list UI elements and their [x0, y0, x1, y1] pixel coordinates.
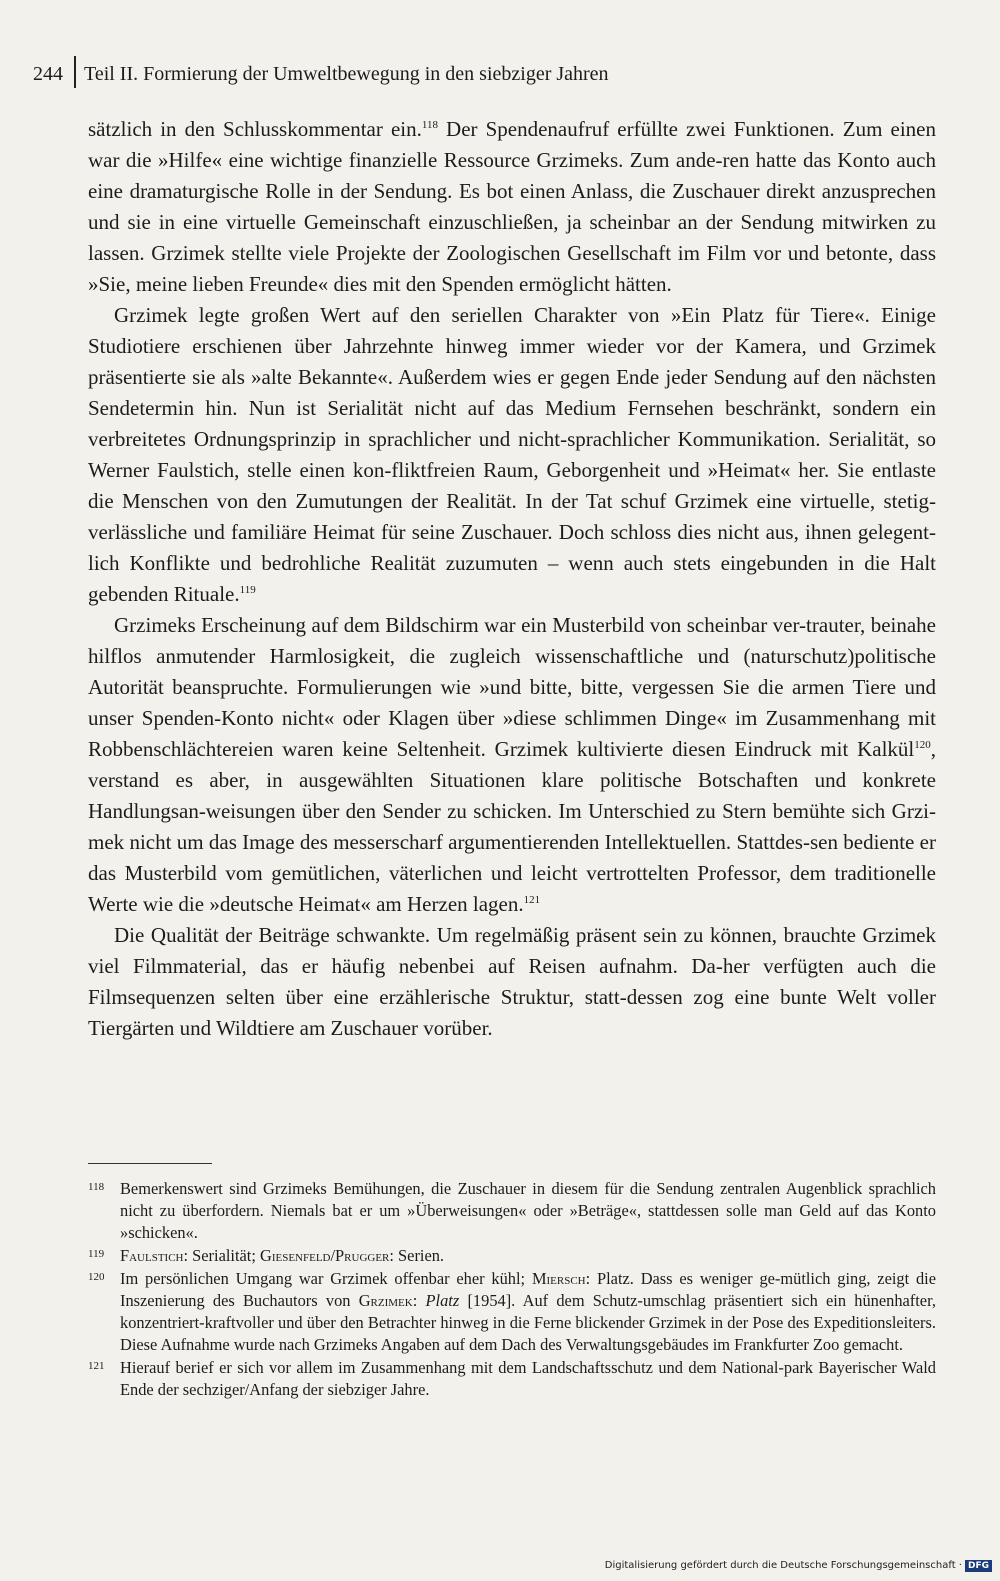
footnote — [88, 1178, 936, 1244]
author-name: Faulstich — [120, 1246, 184, 1265]
text-run: : Serialität; — [183, 1246, 260, 1265]
text-run: Hierauf berief er sich vor allem im Zusammenhang mit dem Landschaftsschutz und dem National-park Bayerischer Wald Ende der sechziger/Anfang der siebziger Jahre. — [120, 1358, 936, 1399]
footnote-number: 120 — [88, 1271, 105, 1283]
paragraph — [88, 610, 936, 920]
footnote-ref: 119 — [239, 584, 256, 596]
text-run: : Serien. — [389, 1246, 445, 1265]
dfg-logo: DFG — [965, 1560, 992, 1572]
author-name: Grzimek — [358, 1291, 413, 1310]
author-name: Miersch — [531, 1269, 586, 1288]
text-run: : Platz. Dass es weniger ge-mütlich ging, zeigt die Inszenierung des Buchautors von — [120, 1269, 936, 1310]
paragraph — [88, 300, 936, 610]
footer-text: Digitalisierung gefördert durch die Deutsche Forschungsgemeinschaft · — [604, 1560, 962, 1571]
paragraph — [88, 920, 936, 1044]
page-number: 244 — [33, 63, 63, 85]
footnote — [88, 1268, 936, 1356]
body-text — [88, 114, 936, 1044]
footnote — [88, 1357, 936, 1401]
text-run: Der Spendenaufruf erfüllte zwei Funktionen. Zum einen war die »Hilfe« eine wichtige finanzielle Ressource Grzimeks. Zum ande-ren hatte das Konto auch eine dramaturgische Rolle in der Sendung. Es bot einen Anlass, die Zuschauer direkt anzusprechen und sie in eine virtuelle Gemeinschaft einzuschließen, ja scheinbar an der Sendung mitwirken zu lassen. Grzimek stellte viele Projekte der Zoologischen Gesellschaft im Film vor und betonte, dass »Sie, meine lieben Freunde« dies mit den Spenden ermöglicht hätten. — [88, 117, 936, 296]
paragraph — [88, 114, 936, 300]
footnote-number: 121 — [88, 1360, 105, 1372]
footnote-number: 119 — [88, 1248, 105, 1260]
text-run: Grzimeks Erscheinung auf dem Bildschirm war ein Musterbild von scheinbar ver-trauter, beinahe hilflos anmutender Harmlosigkeit, die zugleich wissenschaftliche und (naturschutz)politische Autorität beanspruchte. Formulierungen wie »und bitte, bitte, vergessen Sie die armen Tiere und unser Spenden-Konto nicht« oder Klagen über »diese schlimmen Dinge« im Zusammenhang mit Robbenschlächtereien waren keine Seltenheit. Grzimek kultivierte diesen Eindruck mit Kalkül — [88, 613, 936, 761]
footnote-ref: 118 — [421, 119, 438, 131]
text-run: , verstand es aber, in ausgewählten Situationen klare politische Botschaften und konkrete Handlungsan-weisungen über den Sender zu schicken. Im Unterschied zu Stern bemühte sich Grzi-mek nicht um das Image des messerscharf argumentierenden Intellektuellen. Stattdes-sen bediente er das Musterbild vom gemütlichen, väterlichen und leicht vertrottelten Professor, dem traditionelle Werte wie die »deutsche Heimat« am Herzen lagen. — [88, 737, 936, 916]
digitization-footer — [605, 1560, 992, 1572]
text-run: : — [412, 1291, 426, 1310]
footnote-ref: 120 — [914, 739, 931, 751]
text-run: Im persönlichen Umgang war Grzimek offenbar eher kühl; — [120, 1269, 532, 1288]
running-title: Teil II. Formierung der Umweltbewegung in den siebziger Jahren — [84, 63, 609, 85]
text-run: Grzimek legte großen Wert auf den seriellen Charakter von »Ein Platz für Tiere«. Einige Studiotiere erschienen über Jahrzehnte hinweg immer wieder vor der Kamera, und Grzimek präsentierte sie als »alte Bekannte«. Außerdem wies er gegen Ende jeder Sendung auf den nächsten Sendetermin hin. Nun ist Serialität nicht auf das Medium Fernsehen beschränkt, sondern ein verbreitetes Ordnungsprinzip in sprachlicher und nicht-sprachlicher Kommunikation. Serialität, so Werner Faulstich, stelle einen kon-fliktfreien Raum, Geborgenheit und »Heimat« her. Sie entlaste die Menschen von den Zumutungen der Realität. In der Tat schuf Grzimek eine virtuelle, stetig-verlässliche und familiäre Heimat für seine Zuschauer. Doch schloss dies nicht aus, ihnen gelegent-lich Konflikte und bedrohliche Realität zuzumuten – wenn auch stets eingebunden in die Halt gebenden Rituale. — [88, 303, 936, 606]
author-name: Giesenfeld/Prugger — [260, 1246, 390, 1265]
text-run: Bemerkenswert sind Grzimeks Bemühungen, die Zuschauer in diesem für die Sendung zentralen Augenblick sprachlich nicht zu überfordern. Niemals bat er um »Überweisungen« oder »Beträge«, stattdessen solle man Geld auf das Konto »schicken«. — [120, 1179, 936, 1242]
text-run: sätzlich in den Schlusskommentar ein. — [88, 117, 422, 141]
footnote — [88, 1245, 936, 1267]
text-run: [1954]. Auf dem Schutz-umschlag präsentiert sich ein hünenhafter, konzentriert-kraftvoller und über den Betrachter hinweg in die Ferne blickender Grzimek in der Pose des Expeditionsleiters. Diese Aufnahme wurde nach Grzimeks Angaben auf dem Dach des Verwaltungsgebäudes im Frankfurter Zoo gemacht. — [120, 1291, 936, 1354]
header-divider — [74, 56, 76, 88]
footnote-ref: 121 — [523, 894, 541, 906]
footnote-rule — [88, 1163, 212, 1164]
running-header — [33, 56, 933, 91]
footnote-number: 118 — [88, 1181, 105, 1193]
footnotes — [88, 1178, 936, 1402]
title-italic: Platz — [425, 1291, 460, 1310]
text-run: Die Qualität der Beiträge schwankte. Um regelmäßig präsent sein zu können, brauchte Grzimek viel Filmmaterial, das er häufig nebenbei auf Reisen aufnahm. Da-her verfügten auch die Filmsequenzen selten über eine erzählerische Struktur, statt-dessen zog eine bunte Welt voller Tiergärten und Wildtiere am Zuschauer vorüber. — [88, 923, 936, 1040]
